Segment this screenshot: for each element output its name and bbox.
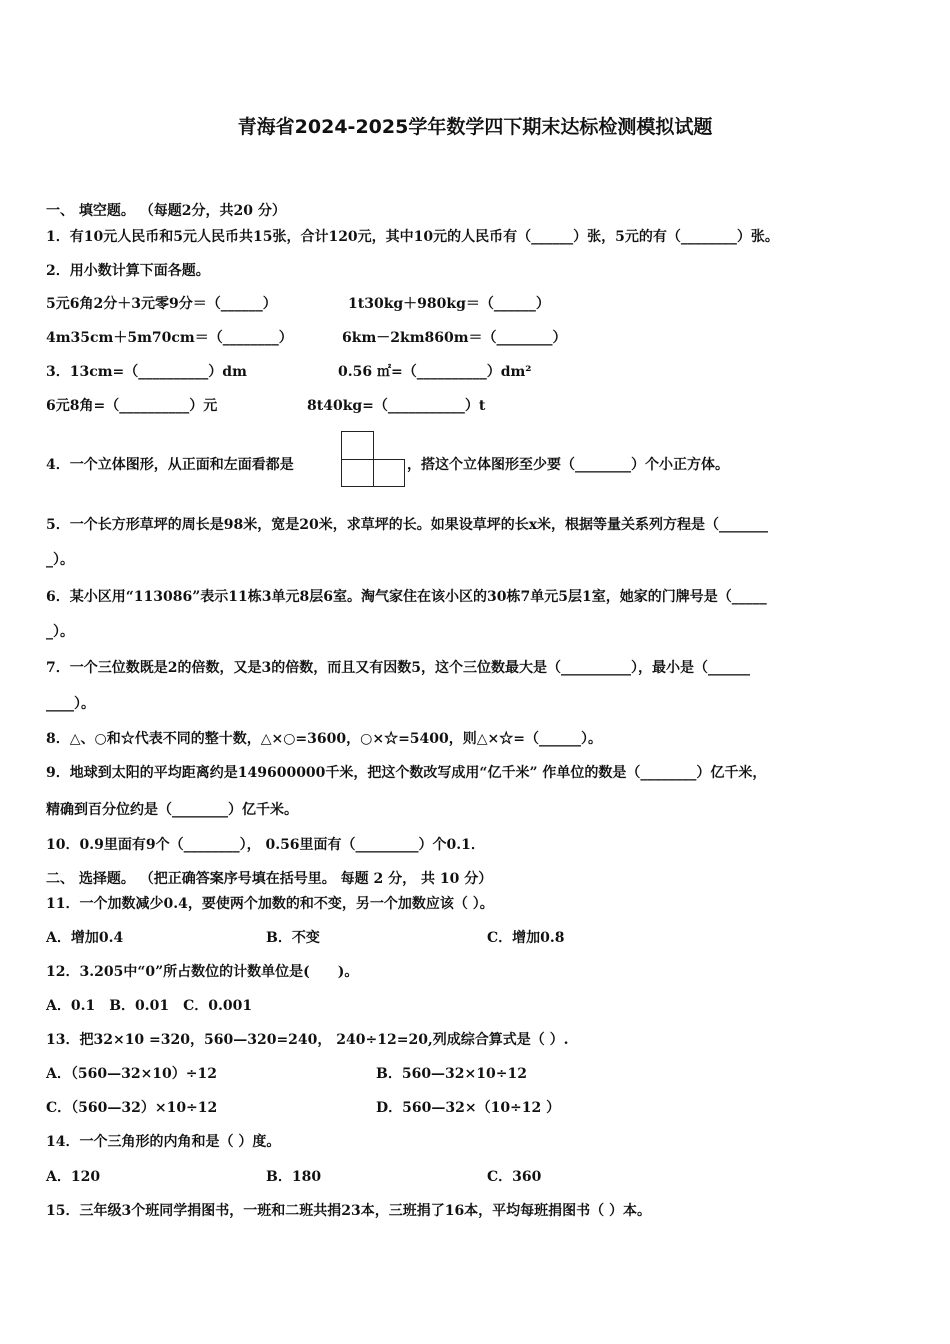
- question-15: 15．三年级3个班同学捐图书，一班和二班共捐23本，三班捐了16本，平均每班捐图书（ ）本。: [46, 1203, 652, 1219]
- question-13: 13．把32×10 =320，560—320=240， 240÷12=20,列成综合算式是（ ）.: [46, 1032, 569, 1048]
- question-1: 1．有10元人民币和5元人民币共15张，合计120元，其中10元的人民币有（______）张，5元的有（________）张。: [46, 229, 779, 245]
- page-title: 青海省2024-2025学年数学四下期末达标检测模拟试题: [237, 116, 713, 138]
- section-heading-fill-blank: 一、 填空题。 （每题2分，共20 分）: [46, 203, 286, 219]
- q11-option-c: C．增加0.8: [487, 930, 565, 946]
- question-2a: 5元6角2分＋3元零9分＝（______）: [46, 296, 277, 312]
- q13-option-c: C．（560—32）×10÷12: [46, 1100, 218, 1116]
- question-2d: 6km－2km860m＝（________）: [342, 330, 567, 346]
- question-2c: 4m35cm＋5m70cm＝（________）: [46, 330, 293, 346]
- question-14: 14．一个三角形的内角和是（ ）度。: [46, 1134, 281, 1150]
- question-3d: 8t40kg=（___________）t: [307, 398, 486, 414]
- question-2: 2．用小数计算下面各题。: [46, 263, 210, 279]
- cube-view-figure: [341, 431, 405, 487]
- q13-option-b: B．560—32×10÷12: [376, 1066, 527, 1082]
- question-8: 8．△、○和☆代表不同的整十数，△×○=3600，○×☆=5400，则△×☆=（______）。: [46, 731, 602, 747]
- question-7-line1: 7．一个三位数既是2的倍数，又是3的倍数，而且又有因数5，这个三位数最大是（__________），最小是（______: [46, 660, 750, 676]
- question-9-line1: 9．地球到太阳的平均距离约是149600000千米，把这个数改写成用“亿千米” 作单位的数是（________）亿千米，: [46, 765, 767, 781]
- q13-option-a: A．（560—32×10）÷12: [46, 1066, 217, 1082]
- question-11: 11．一个加数减少0.4，要使两个加数的和不变，另一个加数应该（ ）。: [46, 896, 494, 912]
- q14-option-b: B．180: [266, 1169, 322, 1185]
- section-heading-choice: 二、 选择题。 （把正确答案序号填在括号里。 每题 2 分， 共 10 分）: [46, 871, 493, 887]
- question-10: 10．0.9里面有9个（________）， 0.56里面有（_________）个0.1．: [46, 837, 485, 853]
- question-3c: 6元8角=（__________）元: [46, 398, 218, 414]
- q12-options: A．0.1 B．0.01 C．0.001: [46, 998, 253, 1014]
- question-12: 12．3.205中“0”所占数位的计数单位是( )。: [46, 964, 359, 980]
- question-2b: 1t30kg＋980kg＝（______）: [348, 296, 550, 312]
- q14-option-c: C．360: [487, 1169, 542, 1185]
- q11-option-a: A．增加0.4: [46, 930, 124, 946]
- question-7-line2: ____）。: [46, 696, 95, 712]
- question-4-suffix: ，搭这个立体图形至少要（________）个小正方体。: [407, 457, 729, 473]
- question-4-prefix: 4．一个立体图形，从正面和左面看都是: [46, 457, 294, 473]
- question-6-line2: _）。: [46, 624, 74, 640]
- q11-option-b: B．不变: [266, 930, 320, 946]
- question-9-line2: 精确到百分位约是（________）亿千米。: [46, 802, 298, 818]
- question-5-line2: _）。: [46, 552, 74, 568]
- question-6-line1: 6．某小区用“113086”表示11栋3单元8层6室。淘气家住在该小区的30栋7单元5层1室，她家的门牌号是（_____: [46, 589, 767, 605]
- question-3a: 3．13cm=（__________）dm: [46, 364, 247, 380]
- question-3b: 0.56 ㎡=（__________）dm²: [338, 364, 532, 380]
- q13-option-d: D．560—32×（10÷12 ）: [376, 1100, 561, 1116]
- q14-option-a: A．120: [46, 1169, 101, 1185]
- question-5-line1: 5．一个长方形草坪的周长是98米，宽是20米，求草坪的长。如果设草坪的长x米，根据等量关系列方程是（_______: [46, 517, 769, 533]
